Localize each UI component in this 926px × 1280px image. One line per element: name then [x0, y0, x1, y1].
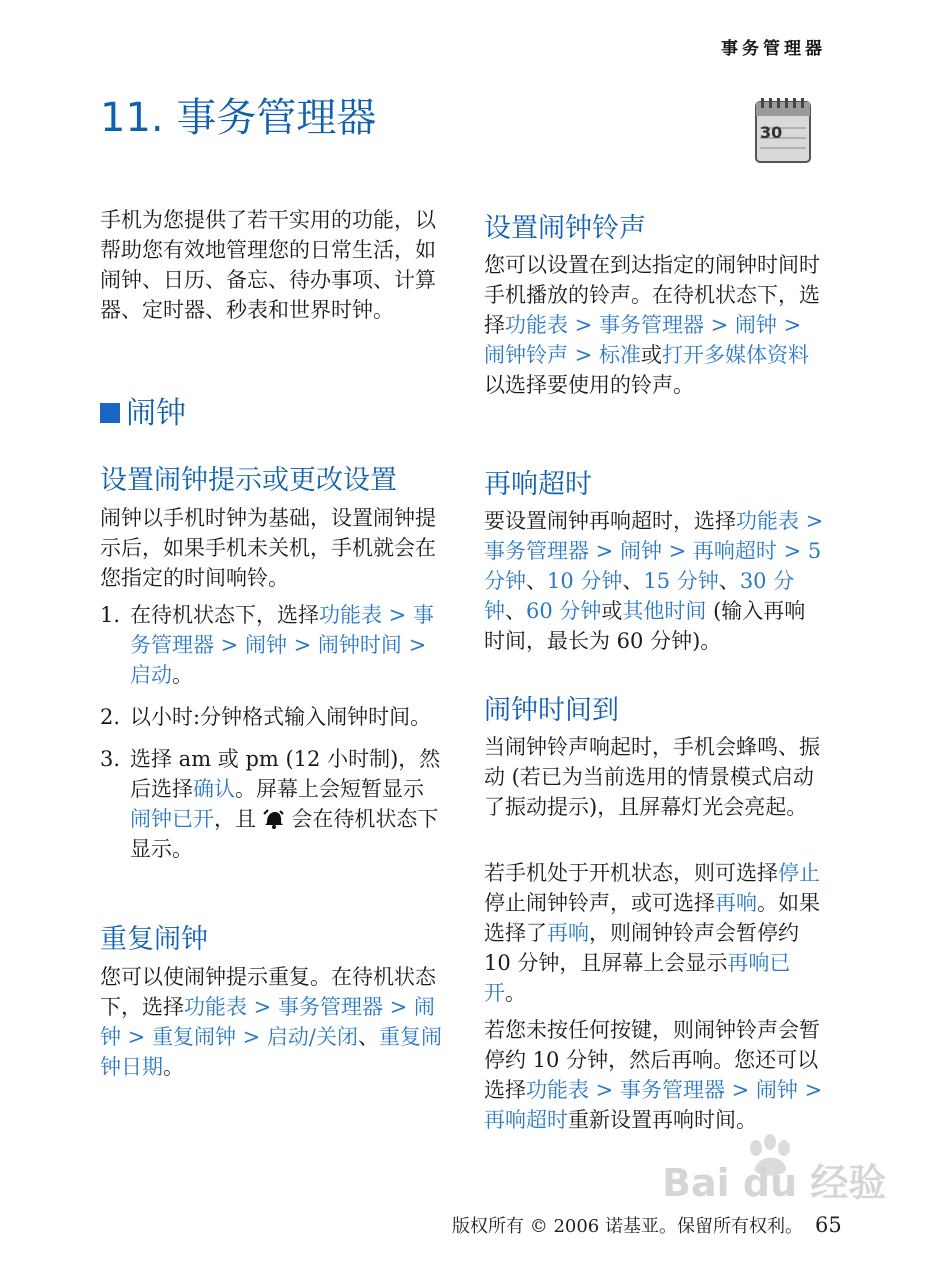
- step-2: 2. 以小时:分钟格式输入闹钟时间。: [100, 705, 432, 729]
- calendar-icon: [752, 96, 814, 166]
- page-footer: [452, 1212, 842, 1238]
- step-1: 1. 在待机状态下，选择功能表 > 事务管理器 > 闹钟 > 闹钟时间 > 启动。: [100, 603, 434, 687]
- snooze-heading: 再响超时: [484, 469, 592, 500]
- alarm-ring-heading: 闹钟时间到: [484, 695, 619, 726]
- repeat-alarm-heading: 重复闹钟: [100, 924, 208, 955]
- setup-steps-list: [100, 600, 442, 864]
- alarm-bell-icon: [263, 809, 285, 829]
- copyright-text: 版权所有 © 2006 诺基亚。保留所有权利。: [452, 1216, 803, 1237]
- alarm-tone-desc: 您可以设置在到达指定的闹钟时间时手机播放的铃声。在待机状态下，选择功能表 > 事务管理器 > 闹钟 > 闹钟铃声 > 标准或打开多媒体资料以选择要使用的铃声。: [484, 253, 820, 397]
- alarm-ring-p3: 若您未按任何按键，则闹钟铃声会暂停约 10 分钟，然后再响。您还可以选择功能表 > 事务管理器 > 闹钟 > 再响超时重新设置再响时间。: [484, 1018, 823, 1132]
- section-square-icon: [100, 403, 120, 423]
- snooze-desc: 要设置闹钟再响超时，选择功能表 > 事务管理器 > 闹钟 > 再响超时 > 5 分钟、10 分钟、15 分钟、30 分钟、60 分钟或其他时间 (输入再响时间，最长为 60 分钟)。: [484, 509, 824, 653]
- alarm-tone-heading: 设置闹钟铃声: [484, 213, 646, 244]
- baidu-watermark-logo: [660, 1130, 910, 1210]
- setup-alarm-desc: 闹钟以手机时钟为基础，设置闹钟提示后，如果手机未关机，手机就会在您指定的时间响铃。: [100, 506, 436, 590]
- running-header: 事务管理器: [721, 39, 826, 59]
- section-alarm-heading: 闹钟: [100, 388, 186, 432]
- calendar-icon-date: 30: [760, 123, 783, 142]
- alarm-ring-p1: 当闹钟铃声响起时，手机会蜂鸣、振动 (若已为当前选用的情景模式启动了振动提示)，且屏幕灯光会亮起。: [484, 735, 820, 819]
- chapter-title: 11. 事务管理器: [100, 95, 377, 141]
- alarm-ring-p2: 若手机处于开机状态，则可选择停止停止闹钟铃声，或可选择再响。如果选择了再响，则闹钟铃声会暂停约 10 分钟，且屏幕上会显示再响已开。: [484, 861, 820, 1005]
- repeat-alarm-desc: 您可以使闹钟提示重复。在待机状态下，选择功能表 > 事务管理器 > 闹钟 > 重复闹钟 > 启动/关闭、重复闹钟日期。: [100, 965, 442, 1079]
- watermark-text: Bai du 经验: [662, 1161, 887, 1205]
- page-number: 65: [814, 1213, 842, 1237]
- step-3: 3. 选择 am 或 pm (12 小时制)，然后选择确认。屏幕上会短暂显示闹钟已开，且 会在待机状态下显示。: [100, 747, 441, 861]
- setup-alarm-heading: 设置闹钟提示或更改设置: [100, 465, 397, 496]
- intro-paragraph: 手机为您提供了若干实用的功能，以帮助您有效地管理您的日常生活，如闹钟、日历、备忘、待办事项、计算器、定时器、秒表和世界时钟。: [100, 208, 436, 322]
